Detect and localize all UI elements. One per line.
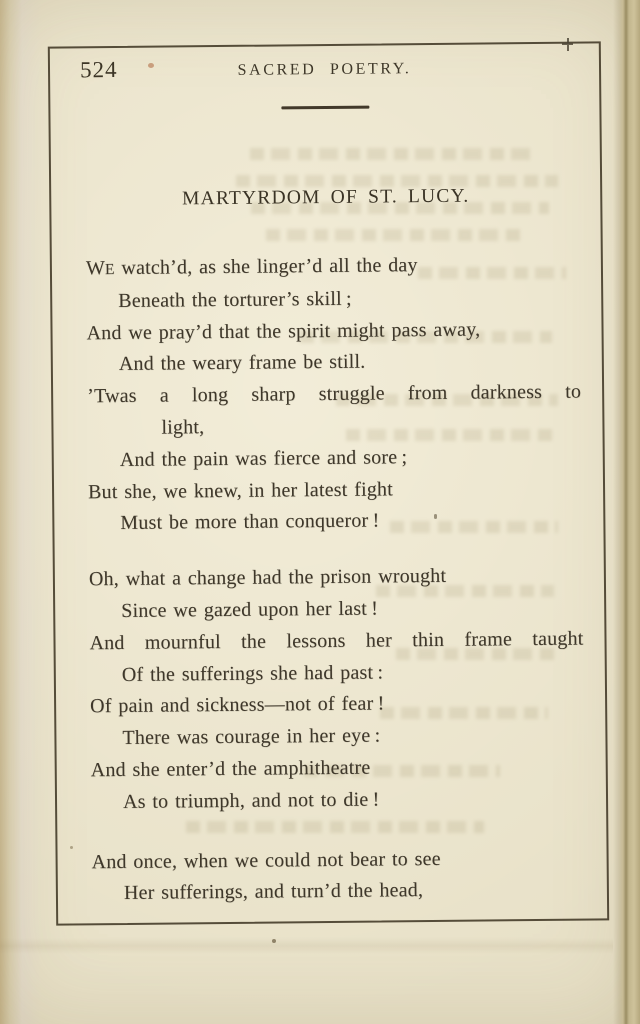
poem-line: And the weary frame be still. — [118, 351, 366, 376]
poem-line: Since we gazed upon her last ! — [121, 597, 379, 622]
poem-line: Must be more than conqueror ! — [120, 509, 380, 535]
page-edge-strip — [613, 0, 640, 1024]
registration-mark — [562, 38, 573, 51]
small-cap: E — [104, 261, 115, 279]
lead-capital: W — [85, 257, 106, 280]
poem-line: And once, when we could not bear to see — [91, 847, 441, 873]
page-number: 524 — [79, 57, 118, 83]
poem-title: MARTYRDOM OF ST. LUCY. — [181, 185, 470, 210]
poem-line: ’Twas a long sharp struggle from darkness to — [87, 380, 582, 408]
ink-speck — [434, 514, 437, 519]
line-text: watch’d, as she linger’d all the day — [114, 254, 418, 280]
ink-speck — [70, 846, 73, 849]
poem-line: But she, we knew, in her latest fight — [87, 477, 394, 503]
poem-line: And mournful the lessons her thin frame taught — [89, 627, 584, 655]
page-frame — [48, 41, 609, 925]
poem-line: Her sufferings, and turn’d the head, — [123, 879, 424, 905]
poem-line: light, — [161, 416, 205, 439]
poem-line: Of pain and sickness—not of fear ! — [90, 692, 385, 718]
paper-crease — [0, 938, 613, 954]
poem-line: There was courage in her eye : — [122, 724, 381, 750]
poem-line — [86, 249, 580, 287]
running-head: SACRED POETRY. — [237, 60, 412, 79]
poem-line: As to triumph, and not to die ! — [122, 788, 380, 813]
poem-line: Beneath the torturer’s skill ; — [118, 287, 352, 312]
poem-line: Oh, what a change had the prison wrought — [88, 565, 447, 591]
rule-divider — [281, 106, 369, 109]
poem-line: And she enter’d the amphitheatre — [90, 756, 371, 782]
poem-line: Of the sufferings she had past : — [121, 661, 384, 686]
ink-speck — [272, 939, 276, 943]
ink-speck — [148, 63, 154, 68]
poem-line: And the pain was fierce and sore ; — [119, 446, 408, 471]
poem-body — [86, 249, 586, 911]
poem-line: And we pray’d that the spirit might pass away, — [86, 318, 481, 344]
